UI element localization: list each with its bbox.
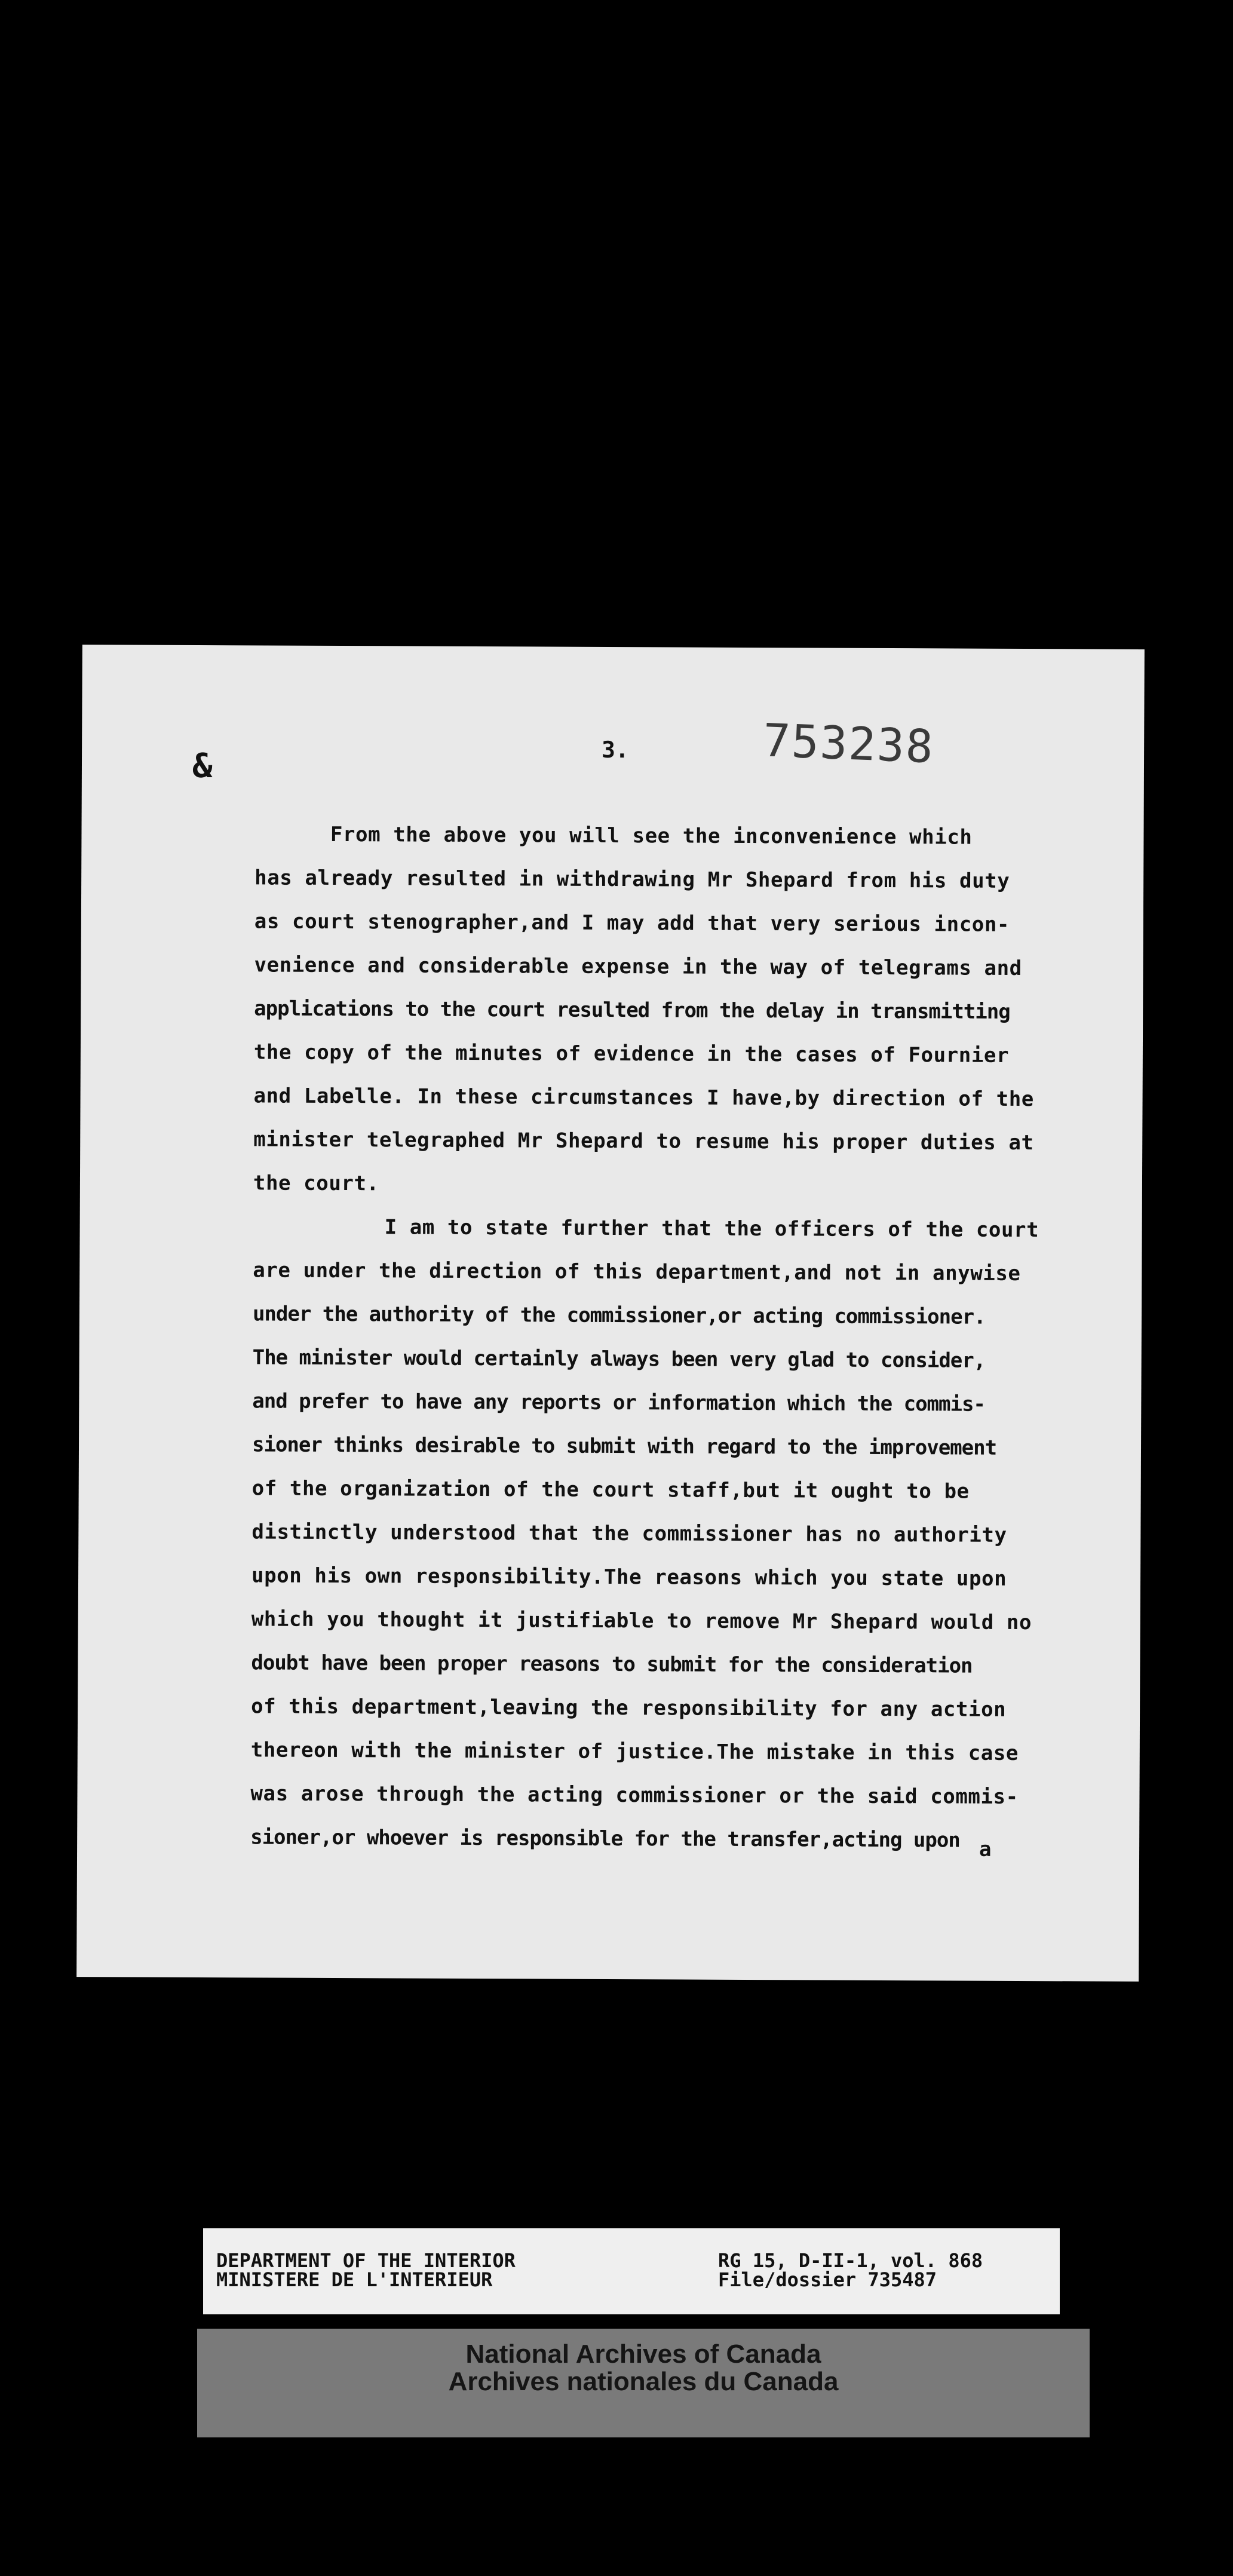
text-line: upon his own responsibility.The reasons which you state upon [251,1563,1007,1591]
record-group-ref: RG 15, D-II-1, vol. 868 [718,2249,983,2272]
archive-banner [197,2329,1090,2437]
text-line: doubt have been proper reasons to submit for the consideration [251,1651,973,1678]
archive-name-fr: Archives nationales du Canada [448,2367,839,2396]
text-line: applications to the court resulted from the delay in transmitting [254,996,1010,1024]
text-line: venience and considerable expense in the way of telegrams and [254,953,1022,980]
file-number: File/dossier 735487 [718,2268,937,2291]
text-line: distinctly understood that the commissioner has no authority [251,1520,1007,1547]
text-line: under the authority of the commissioner,or acting commissioner. [252,1302,986,1329]
text-line: and prefer to have any reports or information which the commis- [252,1389,986,1416]
text-line: the court. [253,1171,379,1196]
text-line: The minister would certainly always been very glad to consider, [252,1345,986,1373]
department-name-en: DEPARTMENT OF THE INTERIOR [216,2249,516,2272]
department-names [216,2251,516,2289]
text-line: minister telegraphed Mr Shepard to resume his proper duties at [253,1127,1034,1155]
document-page [76,645,1145,1982]
text-line: thereon with the minister of justice.The mistake in this case [250,1738,1019,1765]
text-line: sioner thinks desirable to submit with regard to the improvement [251,1433,997,1460]
archive-reference-bar [203,2228,1060,2314]
page-number: 3. [602,736,629,763]
continuation-letter: a [979,1837,992,1862]
text-line: which you thought it justifiable to remove Mr Shepard would no [251,1607,1032,1635]
text-line: the copy of the minutes of evidence in the cases of Fournier [253,1040,1010,1068]
department-name-fr: MINISTERE DE L'INTERIEUR [216,2268,493,2291]
text-line: From the above you will see the inconvenience which [254,822,973,850]
stamp-number: 753238 [762,713,936,774]
file-reference [718,2251,983,2289]
text-line: are under the direction of this department,and not in anywise [253,1258,1021,1286]
text-line: sioner,or whoever is responsible for the transfer,acting upon [250,1825,960,1853]
letter-body [250,812,1127,1863]
text-line: as court stenographer,and I may add that very serious incon- [254,909,1010,937]
text-line: has already resulted in withdrawing Mr Shepard from his duty [254,866,1010,893]
text-line: and Labelle. In these circumstances I have,by direction of the [253,1084,1034,1112]
text-line: of the organization of the court staff,but it ought to be [251,1476,970,1504]
margin-mark: & [192,746,213,786]
text-line: I am to state further that the officers of the court [384,1215,1039,1243]
text-line: of this department,leaving the responsibility for any action [251,1694,1007,1722]
text-line: was arose through the acting commissioner or the said commis- [250,1781,1019,1809]
archive-name-en: National Archives of Canada [465,2339,821,2369]
